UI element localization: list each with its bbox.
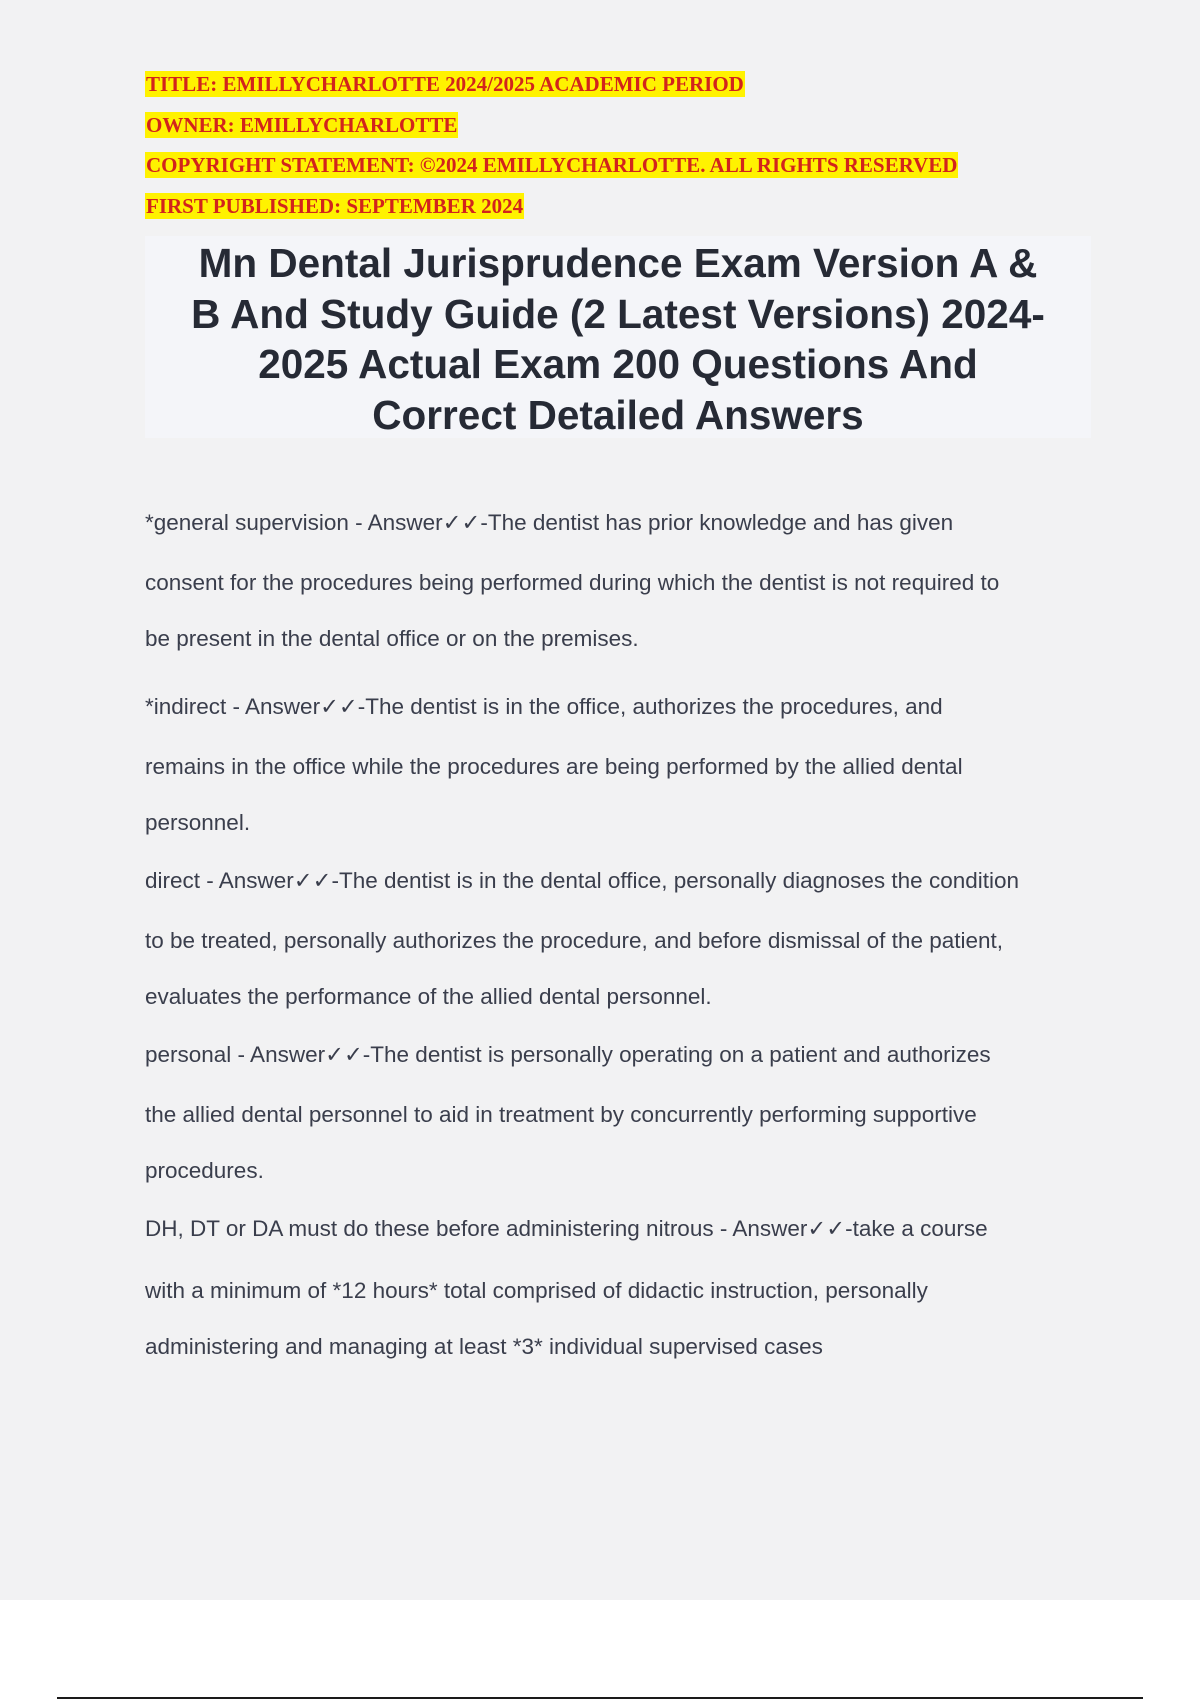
qa-item-personal [145,1042,1095,1184]
highlighted-text: COPYRIGHT STATEMENT: ©2024 EMILLYCHARLOTTE. ALL RIGHTS RESERVED [146,153,958,177]
title-line: B And Study Guide (2 Latest Versions) 2024- [191,290,1045,337]
qa-item-direct [145,868,1095,1010]
highlighted-text: TITLE: EMILLYCHARLOTTE 2024/2025 ACADEMIC PERIOD [146,72,744,96]
metadata-copyright-line [145,151,958,192]
qa-text-line: remains in the office while the procedures are being performed by the allied dental [145,754,963,779]
qa-text-line: personnel. [145,810,251,835]
qa-text-line: evaluates the performance of the allied dental personnel. [145,984,712,1009]
qa-text-line: the allied dental personnel to aid in treatment by concurrently performing supportive [145,1102,977,1127]
document-title [145,236,1091,440]
qa-text-line: with a minimum of *12 hours* total comprised of didactic instruction, personally [145,1278,928,1303]
title-line: 2025 Actual Exam 200 Questions And [258,341,978,387]
qa-item-general-supervision [145,510,1095,652]
metadata-owner-line [145,111,958,152]
qa-text-line: consent for the procedures being performed during which the dentist is not required to [145,570,1000,595]
qa-text-line: *general supervision - Answer✓✓-The dentist has prior knowledge and has given [145,510,954,535]
title-line: Mn Dental Jurisprudence Exam Version A & [198,240,1038,286]
title-block [145,236,1091,438]
qa-item-nitrous [145,1216,1095,1360]
document-metadata [145,70,958,232]
qa-text-line: administering and managing at least *3* individual supervised cases [145,1334,823,1359]
qa-item-indirect [145,694,1095,836]
qa-text-line: be present in the dental office or on the premises. [145,626,639,651]
metadata-title-line [145,70,958,111]
qa-text-line: *indirect - Answer✓✓-The dentist is in the office, authorizes the procedures, and [145,694,943,719]
page-bottom-rule [57,1697,1143,1699]
qa-text-line: direct - Answer✓✓-The dentist is in the dental office, personally diagnoses the condition [145,868,1020,893]
qa-text-line: to be treated, personally authorizes the procedure, and before dismissal of the patient, [145,928,1004,953]
qa-text-line: procedures. [145,1158,264,1183]
qa-text-line: personal - Answer✓✓-The dentist is personally operating on a patient and authorizes [145,1042,991,1067]
qa-text-line: DH, DT or DA must do these before administering nitrous - Answer✓✓-take a course [145,1216,988,1241]
highlighted-text: FIRST PUBLISHED: SEPTEMBER 2024 [146,193,524,218]
qa-list [145,510,1095,1360]
highlighted-text: OWNER: EMILLYCHARLOTTE [146,112,458,137]
metadata-published-line [145,192,958,233]
title-line: Correct Detailed Answers [372,391,864,438]
